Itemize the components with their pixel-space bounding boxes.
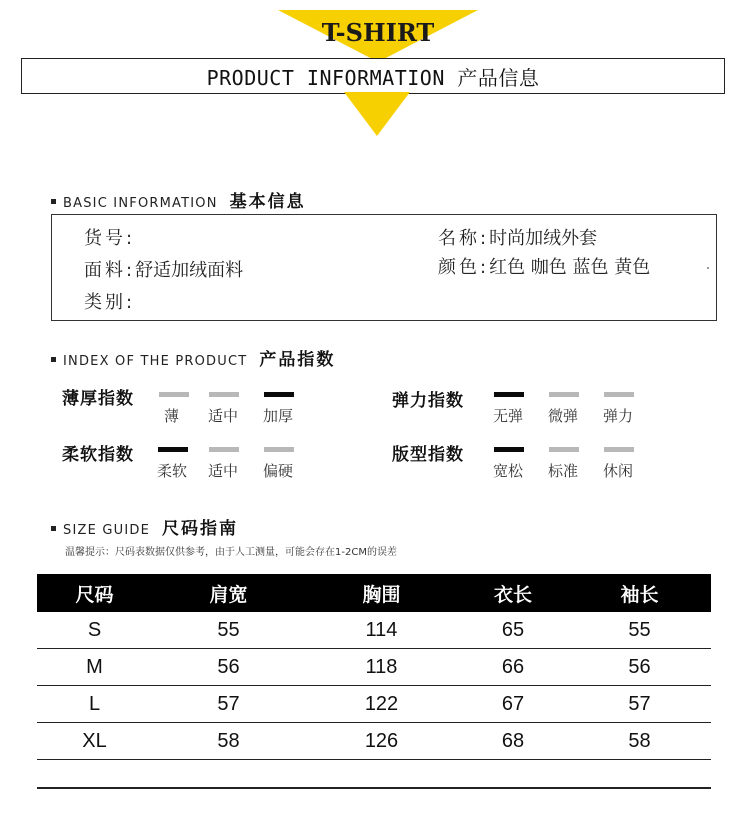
option-label: 宽松 <box>493 462 524 480</box>
fabric-value: 舒适加绒面料 <box>135 260 244 281</box>
basic-heading-zh: 基本信息 <box>229 192 306 212</box>
size-heading-zh: 尺码指南 <box>162 519 238 539</box>
option-label: 偏硬 <box>263 462 294 480</box>
name-label: 名称: <box>438 228 490 249</box>
table-cell: 118 <box>305 649 458 686</box>
option-label: 柔软 <box>157 462 188 480</box>
table-cell: 66 <box>458 649 568 686</box>
table-cell: 58 <box>568 723 711 760</box>
option-label: 适中 <box>208 462 239 480</box>
brand-title: T-SHIRT <box>321 18 435 47</box>
basic-info-heading <box>51 187 306 212</box>
index-bar <box>549 392 579 397</box>
fabric-row <box>84 256 243 282</box>
column-header-chest: 胸围 <box>305 574 458 612</box>
table-cell: 58 <box>152 723 305 760</box>
decorative-dot <box>707 267 709 269</box>
fit-option <box>493 447 535 481</box>
option-label: 弹力 <box>603 407 634 425</box>
fit-index-title: 版型指数 <box>392 445 464 465</box>
index-bar <box>264 447 294 452</box>
table-cell: XL <box>37 723 152 760</box>
table-cell: 57 <box>568 686 711 723</box>
color-value: 红色 咖色 蓝色 黄色 <box>489 257 651 278</box>
index-bar <box>494 392 524 397</box>
fabric-label: 面料: <box>84 260 136 281</box>
table-cell: S <box>37 612 152 649</box>
table-row <box>37 612 711 649</box>
bullet-icon <box>51 526 56 531</box>
category-row <box>84 288 135 314</box>
name-value: 时尚加绒外套 <box>489 228 598 249</box>
column-header-sleeve: 袖长 <box>568 574 711 612</box>
softness-option <box>157 447 199 481</box>
header-triangle-bottom <box>344 92 410 136</box>
index-bar <box>264 392 294 397</box>
table-cell: 55 <box>152 612 305 649</box>
softness-option <box>208 447 250 481</box>
index-bar <box>159 392 189 397</box>
option-label: 加厚 <box>263 407 294 425</box>
size-table <box>37 574 711 760</box>
index-heading <box>51 345 335 370</box>
category-label: 类别: <box>84 292 136 313</box>
color-label: 颜色: <box>438 257 490 278</box>
table-cell: 122 <box>305 686 458 723</box>
bullet-icon <box>51 357 56 362</box>
banner-title: PRODUCT INFORMATION 产品信息 <box>206 65 540 90</box>
table-cell: 57 <box>152 686 305 723</box>
softness-index-title: 柔软指数 <box>62 445 134 465</box>
index-bar <box>209 447 239 452</box>
softness-option <box>263 447 305 481</box>
index-bar <box>209 392 239 397</box>
table-cell: 68 <box>458 723 568 760</box>
option-label: 标准 <box>548 462 579 480</box>
table-cell: 56 <box>152 649 305 686</box>
fit-option <box>603 447 645 481</box>
table-row <box>37 649 711 686</box>
index-bar <box>494 447 524 452</box>
size-note: 温馨提示：尺码表数据仅供参考，由于人工测量，可能会存在1-2CM的误差 <box>65 547 397 558</box>
size-table-header <box>37 574 711 612</box>
table-cell: 65 <box>458 612 568 649</box>
table-row <box>37 723 711 760</box>
table-bottom-divider <box>37 787 711 789</box>
index-heading-en: INDEX OF THE PRODUCT <box>63 354 248 369</box>
color-row <box>438 253 650 279</box>
option-label: 薄 <box>164 407 180 425</box>
size-heading-en: SIZE GUIDE <box>63 523 150 538</box>
table-row <box>37 686 711 723</box>
basic-heading-en: BASIC INFORMATION <box>63 196 218 211</box>
column-header-size: 尺码 <box>37 574 152 612</box>
thickness-option <box>263 392 305 426</box>
table-cell: M <box>37 649 152 686</box>
option-label: 休闲 <box>603 462 634 480</box>
elasticity-option <box>548 392 590 426</box>
elasticity-option <box>603 392 645 426</box>
name-row <box>438 224 597 250</box>
table-cell: L <box>37 686 152 723</box>
thickness-option <box>208 392 250 426</box>
elasticity-option <box>493 392 535 426</box>
table-cell: 55 <box>568 612 711 649</box>
elasticity-index-title: 弹力指数 <box>392 391 464 411</box>
size-guide-heading <box>51 514 238 539</box>
option-label: 微弹 <box>548 407 579 425</box>
column-header-length: 衣长 <box>458 574 568 612</box>
thickness-option <box>158 392 200 426</box>
table-cell: 56 <box>568 649 711 686</box>
item-number-label: 货号: <box>84 228 136 249</box>
index-bar <box>604 447 634 452</box>
index-bar <box>549 447 579 452</box>
product-info-banner <box>21 58 725 94</box>
option-label: 无弹 <box>493 407 524 425</box>
bullet-icon <box>51 199 56 204</box>
index-bar <box>158 447 188 452</box>
option-label: 适中 <box>208 407 239 425</box>
table-cell: 126 <box>305 723 458 760</box>
item-number-row <box>84 224 135 250</box>
table-cell: 67 <box>458 686 568 723</box>
column-header-shoulder: 肩宽 <box>152 574 305 612</box>
table-cell: 114 <box>305 612 458 649</box>
thickness-index-title: 薄厚指数 <box>62 389 134 409</box>
index-heading-zh: 产品指数 <box>259 350 336 370</box>
fit-option <box>548 447 590 481</box>
index-bar <box>604 392 634 397</box>
